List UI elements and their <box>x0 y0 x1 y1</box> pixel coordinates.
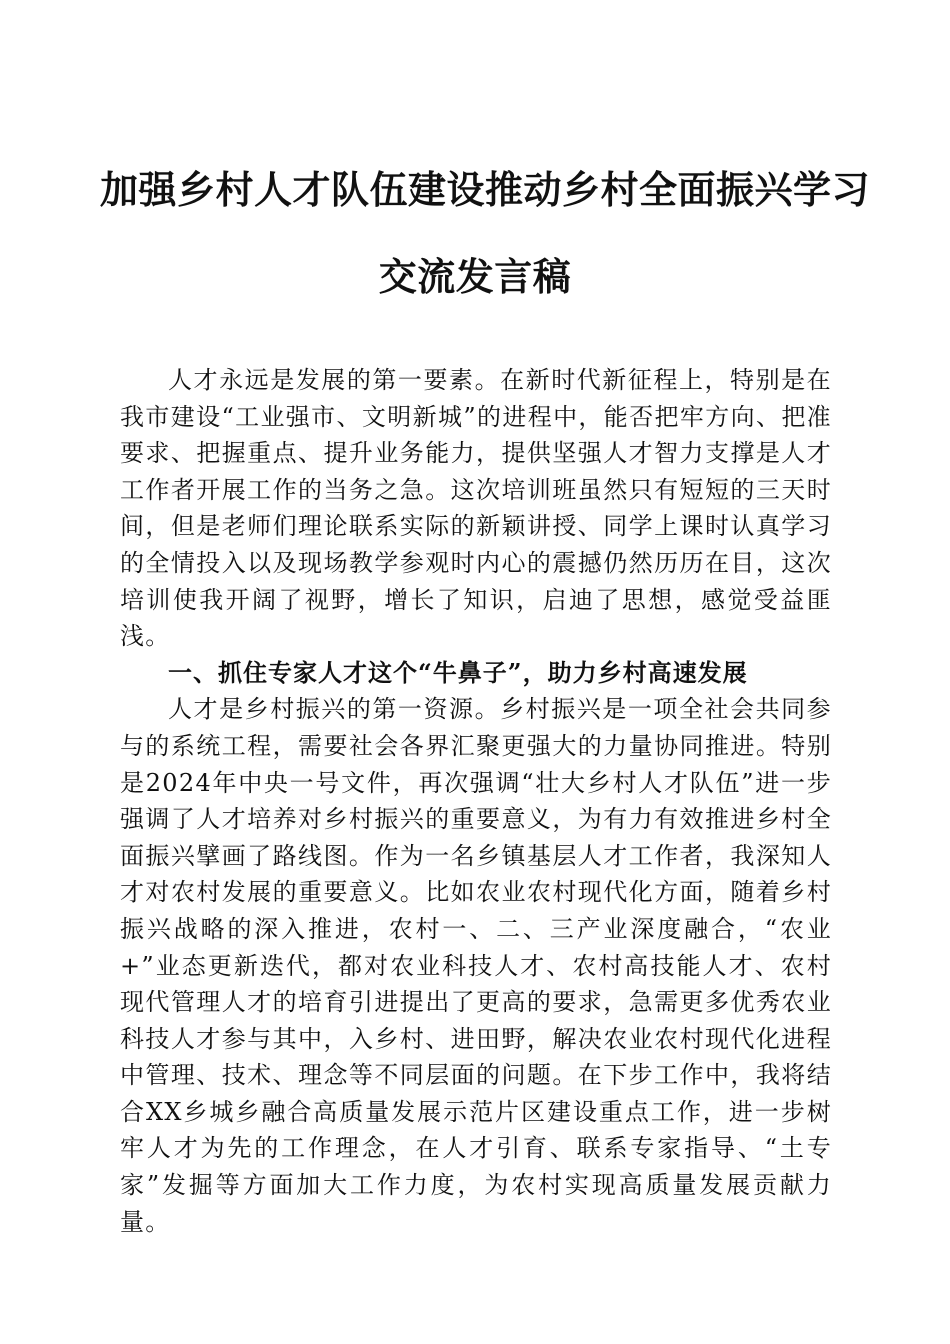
document-title <box>100 165 871 302</box>
document-body <box>120 362 832 1240</box>
section-heading-1: 一、抓住专家人才这个“牛鼻子”，助力乡村高速发展 <box>168 657 748 687</box>
title-line-1: 加强乡村人才队伍建设推动乡村全面振兴学习 <box>100 167 871 212</box>
title-line-2: 交流发言稿 <box>378 254 572 299</box>
intro-paragraph: 人才永远是发展的第一要素。在新时代新征程上，特别是在我市建设“工业强市、文明新城”的进程中，能否把牢方向、把准要求、把握重点、提升业务能力，提供坚强人才智力支撑是人才工作者开展工作的当务之急。这次培训班虽然只有短短的三天时间，但是老师们理论联系实际的新颖讲授、同学上课时认真学习的全情投入以及现场教学参观时内心的震撼仍然历历在目，这次培训使我开阔了视野，增长了知识，启迪了思想，感觉受益匪浅。 <box>120 366 832 651</box>
section-1-paragraph: 人才是乡村振兴的第一资源。乡村振兴是一项全社会共同参与的系统工程，需要社会各界汇聚更强大的力量协同推进。特别是2024年中央一号文件，再次强调“壮大乡村人才队伍”进一步强调了人才培养对乡村振兴的重要意义，为有力有效推进乡村全面振兴擘画了路线图。作为一名乡镇基层人才工作者，我深知人才对农村发展的重要意义。比如农业农村现代化方面，随着乡村振兴战略的深入推进，农村一、二、三产业深度融合，“农业+”业态更新迭代，都对农业科技人才、农村高技能人才、农村现代管理人才的培育引进提出了更高的要求，急需更多优秀农业科技人才参与其中，入乡村、进田野，解决农业农村现代化进程中管理、技术、理念等不同层面的问题。在下步工作中，我将结合XX乡城乡融合高质量发展示范片区建设重点工作，进一步树牢人才为先的工作理念，在人才引育、联系专家指导、“土专家”发掘等方面加大工作力度，为农村实现高质量发展贡献力量。 <box>120 695 832 1236</box>
